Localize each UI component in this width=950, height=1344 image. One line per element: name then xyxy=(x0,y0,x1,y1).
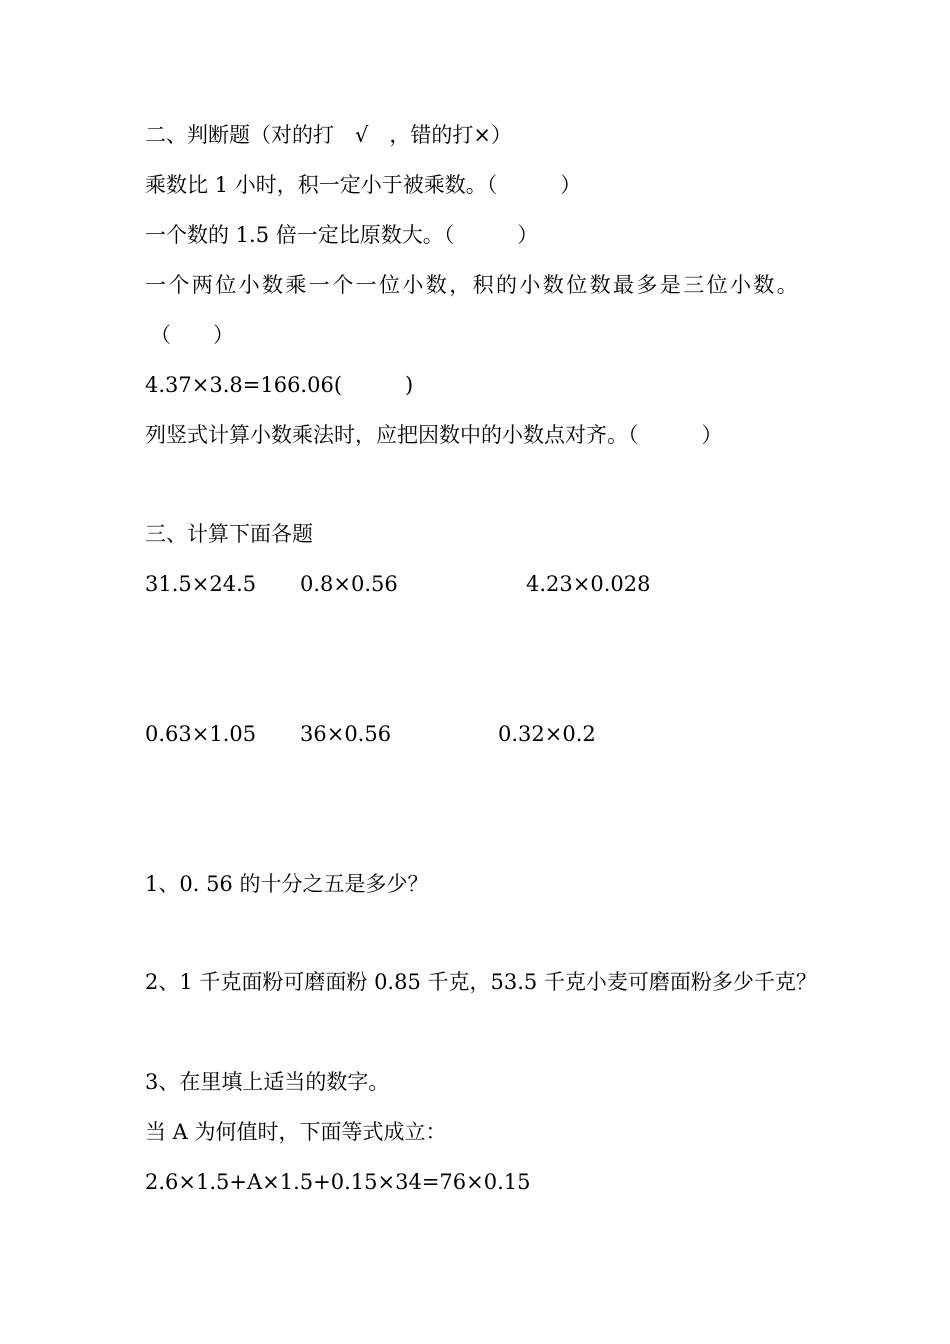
calc-expression: 0.63×1.05 xyxy=(145,722,257,746)
judgement-item-1: 乘数比 1 小时，积一定小于被乘数。（ ） xyxy=(145,173,582,197)
problem-3-question: 当 A 为何值时，下面等式成立： xyxy=(145,1120,447,1144)
judgement-item-3-brackets: （ ） xyxy=(150,323,234,347)
problem-2: 2、1 千克面粉可磨面粉 0.85 千克，53.5 千克小麦可磨面粉多少千克？ xyxy=(145,970,817,994)
judgement-item-4: 4.37×3.8=166.06( ) xyxy=(145,373,414,397)
calc-expression: 4.23×0.028 xyxy=(526,572,651,596)
calc-expression: 31.5×24.5 xyxy=(145,572,257,596)
problem-3: 3、在里填上适当的数字。 xyxy=(145,1070,390,1094)
problem-3-equation: 2.6×1.5+A×1.5+0.15×34=76×0.15 xyxy=(145,1170,531,1194)
calc-expression: 0.8×0.56 xyxy=(300,572,398,596)
judgement-item-3: 一个两位小数乘一个一位小数，积的小数位数最多是三位小数。 xyxy=(145,273,801,297)
judgement-item-5: 列竖式计算小数乘法时，应把因数中的小数点对齐。（ ） xyxy=(145,423,723,447)
calc-expression: 0.32×0.2 xyxy=(498,722,596,746)
section3-heading: 三、计算下面各题 xyxy=(145,522,313,546)
calc-expression: 36×0.56 xyxy=(300,722,392,746)
judgement-item-2: 一个数的 1.5 倍一定比原数大。（ ） xyxy=(145,223,539,247)
problem-1: 1、0. 56 的十分之五是多少？ xyxy=(145,872,429,896)
section2-heading: 二、判断题（对的打 √ ，错的打×） xyxy=(145,123,512,147)
